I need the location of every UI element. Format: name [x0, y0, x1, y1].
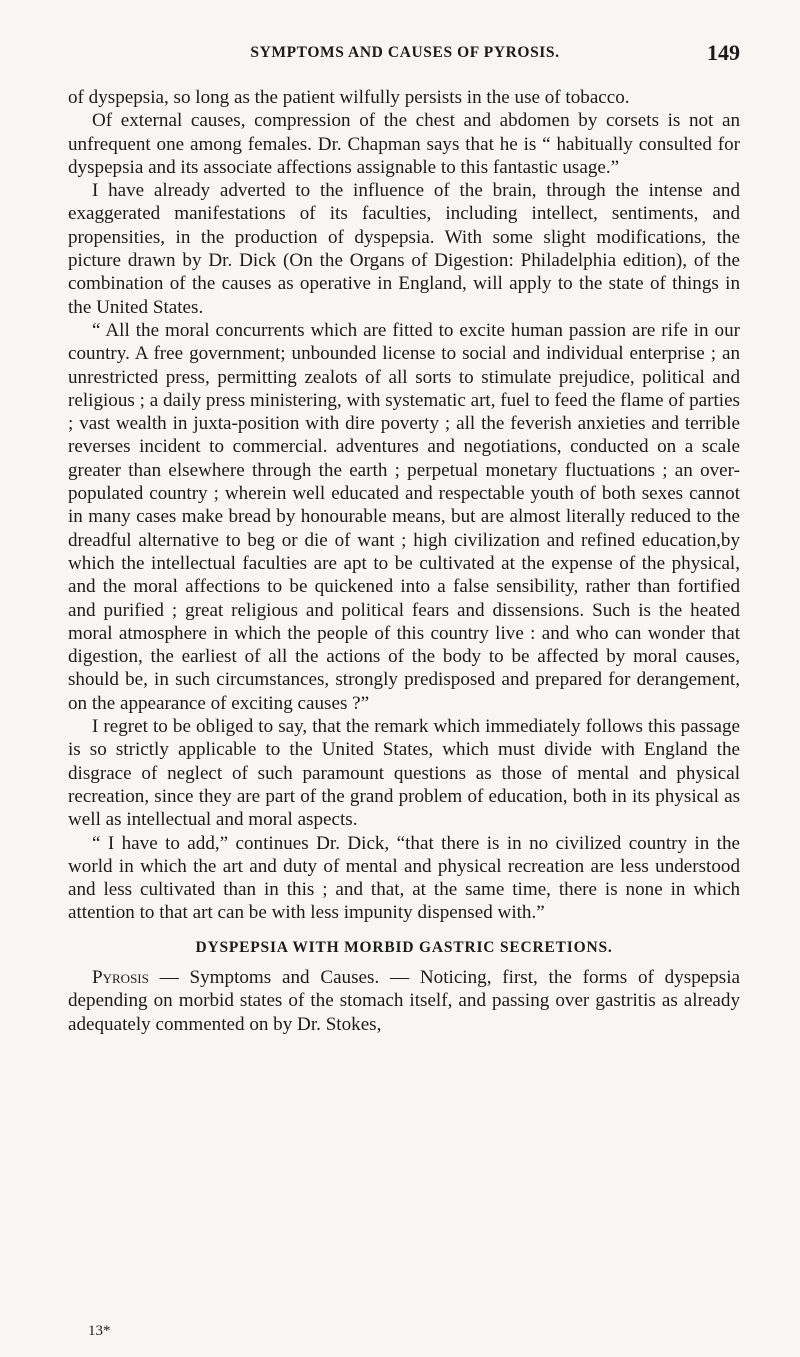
paragraph	[68, 966, 740, 1036]
paragraph-lead: Pyrosis	[92, 966, 149, 988]
page-number: 149	[707, 40, 740, 65]
running-head: SYMPTOMS AND CAUSES OF PYROSIS.	[250, 44, 560, 61]
paragraph-text: — Symptoms and Causes. — Noticing, first, the forms of dyspepsia depending on morbid states of the stomach itself, and passing over gastritis as already adequately commented on by Dr. Stokes,	[68, 966, 740, 1035]
paragraph: “ All the moral concurrents which are fitted to excite human passion are rife in our country. A free government; unbounded license to social and individual enterprise ; an unrestricted press, permitting zealots of all sorts to stimulate prejudice, political and religious ; a daily press ministering, with systematic art, fuel to feed the flame of parties ; vast wealth in juxta-position with dire poverty ; all the feverish anxieties and terrible reverses incident to commercial. adventures and negotiations, conducted on a scale greater than elsewhere through the earth ; perpetual monetary fluctuations ; an over-populated country ; wherein well educated and respectable youth of both sexes cannot in many cases make bread by honourable means, but are almost literally reduced to the dreadful alternative to beg or die of want ; high civilization and refined education,by which the intellectual faculties are apt to be cultivated at the expense of the physical, and the moral affections to be quickened into a false sensibility, rather than fortified and purified ; great religious and political fears and dissensions. Such is the heated moral atmosphere in which the people of this country live : and who can wonder that digestion, the earliest of all the actions of the body to be affected by moral causes, should be, in such circumstances, strongly predisposed and prepared for derangement, on the appearance of exciting causes ?”	[68, 319, 740, 714]
signature-mark: 13*	[88, 1323, 111, 1339]
paragraph: I regret to be obliged to say, that the remark which immediately follows this passage is so strictly applicable to the United States, which must divide with England the disgrace of neglect of such paramount questions as those of mental and physical recreation, since they are part of the grand problem of education, both in its physical as well as intellectual and moral aspects.	[68, 716, 740, 831]
paragraph: Of external causes, compression of the chest and abdomen by corsets is not an unfrequent one among females. Dr. Chapman says that he is “ habitually consulted for dyspepsia and its associate affections assignable to this fantastic usage.”	[68, 110, 740, 178]
paragraph: of dyspepsia, so long as the patient wilfully persists in the use of tobacco.	[68, 87, 630, 108]
paragraph: “ I have to add,” continues Dr. Dick, “that there is in no civilized country in the world in which the art and duty of mental and physical recreation are less understood and less cultivated than in this ; and that, at the same time, there is none in which attention to that art can be with less impunity dispensed with.”	[68, 832, 740, 924]
paragraph: I have already adverted to the influence of the brain, through the intense and exaggerated manifestations of its faculties, including intellect, sentiments, and propensities, in the production of dyspepsia. With some slight modifications, the picture drawn by Dr. Dick (On the Organs of Digestion: Philadelphia edition), of the combination of the causes as operative in England, will apply to the state of things in the United States.	[68, 180, 740, 318]
body-text	[68, 86, 740, 1036]
page-header	[70, 40, 740, 70]
section-heading: DYSPEPSIA WITH MORBID GASTRIC SECRETIONS.	[195, 938, 613, 956]
